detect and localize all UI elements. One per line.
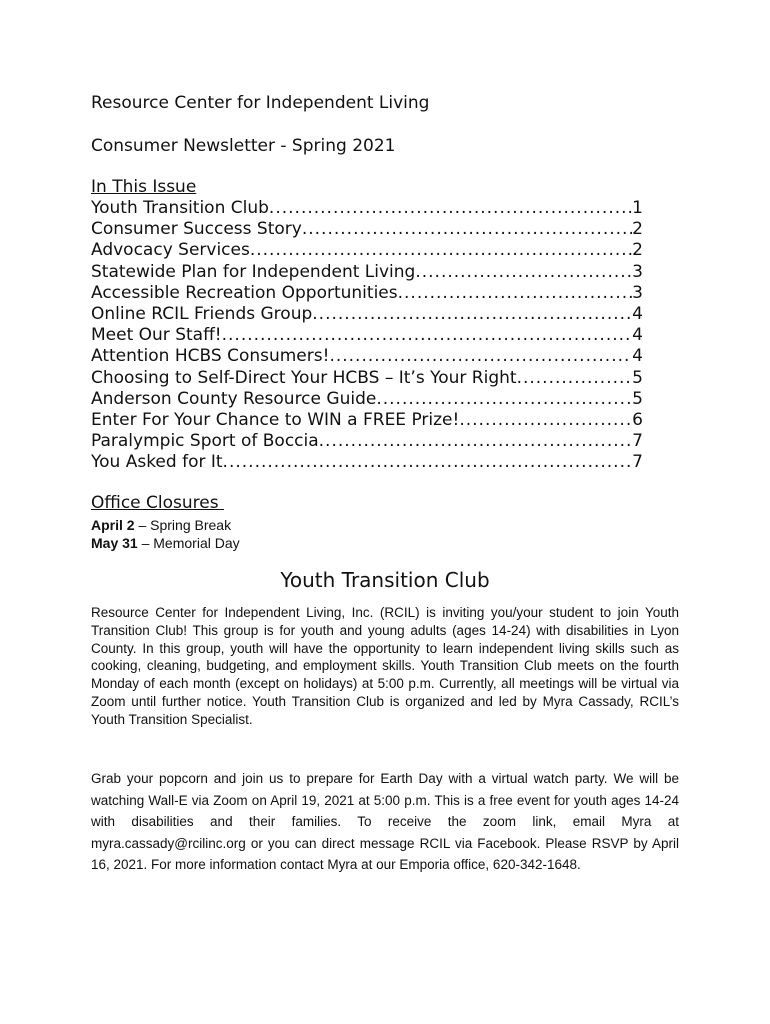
article-title: Youth Transition Club — [280, 568, 490, 592]
article-paragraph-2: Grab your popcorn and join us to prepare for Earth Day with a virtual watch party. We will be watching Wall-E via Zoom on April 19, 2021 at 5:00 p.m. This is a free event for youth ages 14-24 with disabilities and their families. To receive the zoom link, email Myra at myra.cassady@rcilinc.org or you can direct message RCIL via Facebook. Please RSVP by April 16, 2021. For more information contact Myra at our Emporia office, 620-342-1648. — [91, 771, 679, 872]
toc-item — [91, 198, 643, 219]
closure-description: – Spring Break — [134, 517, 232, 533]
toc-item — [91, 389, 643, 410]
toc-item-title: Choosing to Self-Direct Your HCBS – It’s Your Right — [91, 367, 517, 388]
toc-item-page: 5 — [632, 367, 643, 388]
toc-item-title: You Asked for It — [91, 452, 223, 473]
closure-description: – Memorial Day — [137, 535, 240, 551]
toc-item-leader — [415, 262, 632, 282]
toc-item-leader — [517, 368, 633, 388]
article-paragraph-1: Resource Center for Independent Living, Inc. (RCIL) is inviting you/your student to join Youth Transition Club! This group is for youth and young adults (ages 14-24) with disabilities in Lyon County. In this group, youth will have the opportunity to learn independent living skills such as cooking, cleaning, budgeting, and employment skills. Youth Transition Club meets on the fourth Monday of each month (except on holidays) at 5:00 p.m. Currently, all meetings will be virtual via Zoom until further notice. Youth Transition Club is organized and led by Myra Cassady, RCIL’s Youth Transition Specialist. — [91, 605, 679, 727]
toc-item-title: Online RCIL Friends Group — [91, 303, 313, 324]
toc-item-leader — [459, 410, 632, 430]
organization-name: Resource Center for Independent Living — [91, 93, 430, 113]
closure-date: April 2 — [91, 517, 135, 533]
toc-item-title: Statewide Plan for Independent Living — [91, 261, 416, 282]
toc-item — [91, 304, 643, 325]
table-of-contents — [91, 198, 643, 473]
closure-item — [91, 516, 240, 534]
toc-item-page: 4 — [632, 303, 643, 324]
toc-item-page: 6 — [632, 409, 643, 430]
toc-item — [91, 219, 643, 240]
toc-item-leader — [302, 219, 632, 239]
toc-item-page: 4 — [632, 346, 643, 367]
toc-item-leader — [312, 304, 632, 324]
toc-heading: In This Issue — [91, 177, 197, 197]
toc-item-leader — [269, 198, 632, 218]
toc-item-leader — [329, 346, 632, 366]
toc-item-page: 3 — [632, 261, 643, 282]
toc-item-title: Paralympic Sport of Boccia — [91, 431, 319, 452]
toc-item-page: 2 — [632, 240, 643, 261]
toc-item-page: 1 — [632, 198, 643, 218]
toc-item-title: Accessible Recreation Opportunities — [91, 282, 398, 303]
toc-item-leader — [223, 452, 633, 472]
toc-item — [91, 240, 643, 261]
toc-item — [91, 410, 643, 431]
toc-item-page: 7 — [632, 452, 643, 473]
toc-item-title: Anderson County Resource Guide — [91, 388, 377, 409]
toc-item-title: Meet Our Staff! — [91, 325, 222, 346]
toc-item-page: 5 — [632, 388, 643, 409]
toc-item-page: 4 — [632, 325, 643, 346]
toc-item-title: Youth Transition Club — [91, 198, 269, 218]
toc-item-leader — [250, 240, 632, 260]
toc-item — [91, 346, 643, 367]
office-closures-list — [91, 516, 240, 552]
toc-item-page: 2 — [632, 219, 643, 240]
toc-item-leader — [398, 283, 633, 303]
office-closures-heading: Office Closures — [91, 493, 224, 513]
toc-item — [91, 431, 643, 452]
toc-item — [91, 283, 643, 304]
closure-date: May 31 — [91, 535, 138, 551]
toc-item-page: 7 — [632, 431, 643, 452]
toc-item — [91, 368, 643, 389]
toc-item — [91, 262, 643, 283]
toc-item-leader — [376, 389, 632, 409]
toc-item-title: Consumer Success Story — [91, 219, 302, 240]
toc-item-title: Attention HCBS Consumers! — [91, 346, 330, 367]
toc-item-page: 3 — [632, 282, 643, 303]
closure-item — [91, 534, 240, 552]
toc-item-title: Advocacy Services — [91, 240, 250, 261]
newsletter-title: Consumer Newsletter - Spring 2021 — [91, 136, 396, 156]
toc-item-leader — [319, 431, 633, 451]
toc-item — [91, 452, 643, 473]
toc-item-title: Enter For Your Chance to WIN a FREE Prize! — [91, 409, 460, 430]
toc-item-leader — [222, 325, 633, 345]
toc-item — [91, 325, 643, 346]
